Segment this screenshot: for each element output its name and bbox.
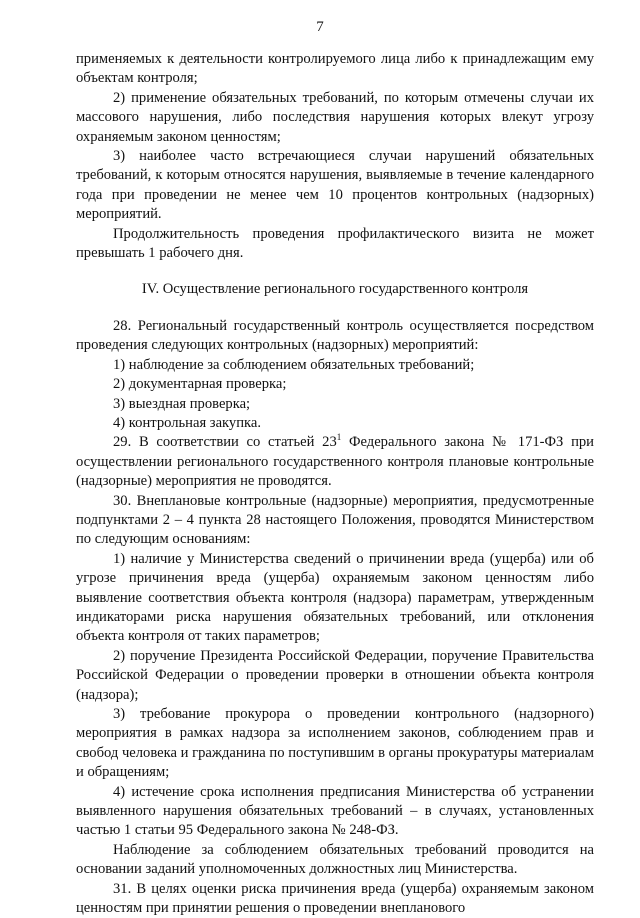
- list-item: 2) документарная проверка;: [113, 376, 287, 393]
- paragraph-observation: Наблюдение за соблюдением обязательных требований проводится на основании заданий уполномоченных должностных лиц Министерства.: [76, 841, 594, 878]
- list-item: 3) наиболее часто встречающиеся случаи нарушений обязательных требований, к которым относятся нарушения, выявляемые в течение календарного года при проведении не менее чем 10 процентов контрольных (надзорных) мероприятий.: [76, 148, 594, 223]
- document-body: [76, 50, 594, 918]
- paragraph-30: 30. Внеплановые контрольные (надзорные) мероприятия, предусмотренные подпунктами 2 – 4 пункта 28 настоящего Положения, проводятся Министерством по следующим основаниям:: [76, 492, 594, 548]
- list-item: 3) требование прокурора о проведении контрольного (надзорного) мероприятия в рамках надзора за исполнением законов, соблюдением прав и свобод человека и гражданина по поступившим в органы прокуратуры материалам и обращениям;: [76, 706, 594, 781]
- paragraph-28: 28. Региональный государственный контроль осуществляется посредством проведения следующих контрольных (надзорных) мероприятий:: [76, 317, 594, 354]
- list-item: 1) наблюдение за соблюдением обязательных требований;: [113, 356, 475, 373]
- paragraph-29-start: 29. В соответствии со статьей 23: [113, 434, 337, 451]
- paragraph-duration: Продолжительность проведения профилактического визита не может превышать 1 рабочего дня.: [76, 225, 594, 262]
- list-item: 2) применение обязательных требований, по которым отмечены случаи их массового нарушения, либо последствия нарушения которых влекут угрозу охраняемым законом ценностям;: [76, 89, 594, 145]
- section-heading: IV. Осуществление регионального государственного контроля: [141, 281, 529, 298]
- paragraph-29-rest: Федерального закона № 171-ФЗ при осуществлении регионального государственного контроля плановые контрольные (надзорные) мероприятия не проводятся.: [76, 434, 594, 490]
- paragraph-continuation: применяемых к деятельности контролируемого лица либо к принадлежащим ему объектам контроля;: [76, 51, 594, 87]
- paragraph-31: 31. В целях оценки риска причинения вреда (ущерба) охраняемым законом ценностям при принятии решения о проведении внепланового: [76, 880, 594, 917]
- list-item: 4) контрольная закупка.: [113, 414, 262, 431]
- list-item: 1) наличие у Министерства сведений о причинении вреда (ущерба) или об угрозе причинения вреда (ущерба) охраняемым законом ценностям либо выявление соответствия объекта контроля (надзора) параметрам, утвержденным индикаторами риска нарушения обязательных требований, или отклонения объекта контроля от таких параметров;: [76, 550, 594, 645]
- article-superscript: 1: [336, 432, 342, 443]
- page-number: 7: [316, 19, 324, 35]
- paragraph-29: [76, 433, 594, 491]
- list-item: 4) истечение срока исполнения предписания Министерства об устранении выявленного нарушения обязательных требований – в случаях, установленных частью 1 статьи 95 Федерального закона № 248-ФЗ.: [76, 783, 594, 839]
- list-item: 2) поручение Президента Российской Федерации, поручение Правительства Российской Федерации о проведении проверки в отношении объекта контроля (надзора);: [76, 647, 594, 703]
- list-item: 3) выездная проверка;: [113, 395, 251, 412]
